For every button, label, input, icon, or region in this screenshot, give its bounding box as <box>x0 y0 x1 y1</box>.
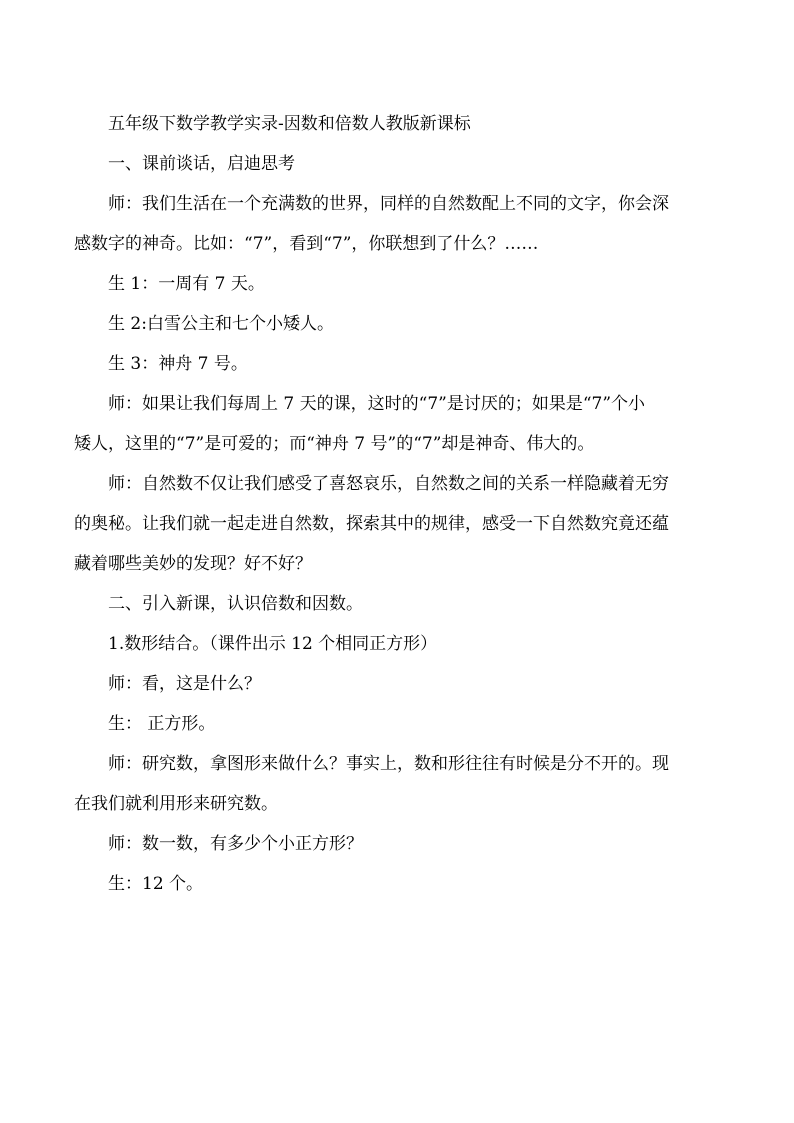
paragraph-line: 在我们就利用形来研究数。 <box>74 794 278 814</box>
paragraph-line: 的奥秘。让我们就一起走进自然数，探索其中的规律，感受一下自然数究竟还蕴 <box>74 514 669 534</box>
paragraph-student-5: 生：12 个。 <box>108 874 204 894</box>
paragraph-line: 师：我们生活在一个充满数的世界，同样的自然数配上不同的文字，你会深 <box>108 194 669 214</box>
paragraph-teacher-5 <box>74 744 728 824</box>
paragraph-line: 感数字的神奇。比如：“7”，看到“7”，你联想到了什么？…… <box>74 234 539 254</box>
paragraph-line: 矮人，这里的“7”是可爱的；而“神舟 7 号”的“7”却是神奇、伟大的。 <box>74 434 595 454</box>
paragraph-line: 藏着哪些美妙的发现？好不好？ <box>74 554 312 574</box>
paragraph-student-4: 生： 正方形。 <box>108 714 216 734</box>
paragraph-teacher-3 <box>74 464 728 584</box>
paragraph-student-3: 生 3：神舟 7 号。 <box>108 354 248 374</box>
paragraph-teacher-1 <box>74 184 728 264</box>
paragraph-teacher-2 <box>74 384 728 464</box>
paragraph-step-1: 1.数形结合。（课件出示 12 个相同正方形） <box>108 634 438 654</box>
section-heading-1: 一、课前谈话，启迪思考 <box>108 154 295 174</box>
paragraph-line: 师：如果让我们每周上 7 天的课，这时的“7”是讨厌的；如果是“7”个小 <box>108 394 646 414</box>
paragraph-line: 师：研究数，拿图形来做什么？事实上，数和形往往有时候是分不开的。现 <box>108 754 669 774</box>
section-heading-2: 二、引入新课，认识倍数和因数。 <box>108 594 363 614</box>
document-body <box>74 104 728 904</box>
paragraph-student-1: 生 1：一周有 7 天。 <box>108 274 265 294</box>
paragraph-teacher-4: 师：看，这是什么？ <box>108 674 261 694</box>
document-title: 五年级下数学教学实录-因数和倍数人教版新课标 <box>108 114 471 134</box>
paragraph-student-2: 生 2:白雪公主和七个小矮人。 <box>108 314 334 334</box>
paragraph-line: 师：自然数不仅让我们感受了喜怒哀乐，自然数之间的关系一样隐藏着无穷 <box>108 474 669 494</box>
paragraph-teacher-6: 师：数一数，有多少个小正方形？ <box>108 834 363 854</box>
